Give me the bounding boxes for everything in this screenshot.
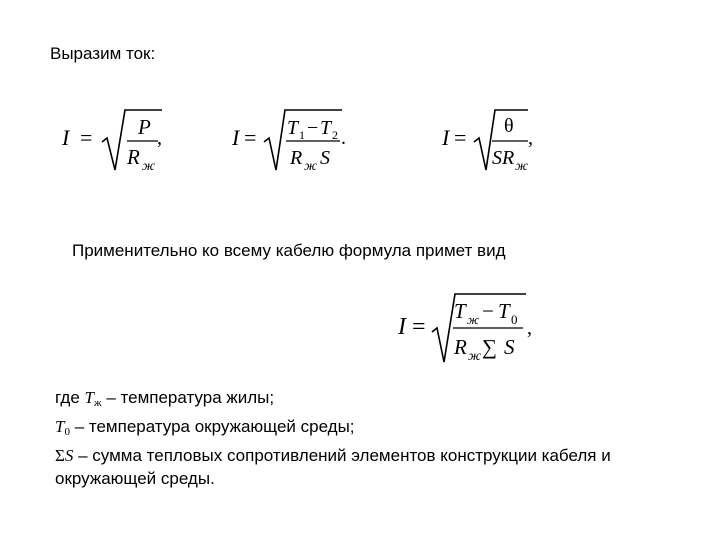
numerator: θ <box>504 115 514 137</box>
definition-prefix: где <box>55 388 85 407</box>
numerator-b-sub: 0 <box>511 312 518 327</box>
denominator-sub: ж <box>142 159 156 174</box>
denominator: R <box>127 145 140 169</box>
formula-cable-current <box>396 286 546 368</box>
formula-current-3 <box>440 98 550 178</box>
symbol-s: S <box>64 446 74 465</box>
punct: , <box>527 317 532 339</box>
numerator-a-sub: ж <box>467 312 480 327</box>
symbol-t-0: T <box>55 417 65 436</box>
numerator-a: T <box>454 299 466 323</box>
definition-text-1: – температура жилы; <box>101 388 275 407</box>
heading: Выразим ток: <box>50 44 156 63</box>
denominator-sigma: ∑ <box>482 335 497 359</box>
numerator-a: T <box>287 117 299 139</box>
formula-eq: = <box>454 125 467 150</box>
symbol-t-zh: T <box>84 388 95 407</box>
definitions <box>55 386 695 490</box>
formula-current-1 <box>60 98 170 178</box>
denominator: SR <box>492 147 515 169</box>
formula-eq: = <box>80 125 93 150</box>
definition-line-2 <box>55 415 695 444</box>
definition-text-3: – сумма тепловых сопротивлений элементов конструкции кабеля и <box>73 446 611 465</box>
symbol-t-0-sub: 0 <box>64 426 70 438</box>
punct: . <box>341 127 346 149</box>
intro-text: Применительно ко всему кабелю формула примет вид <box>72 241 506 260</box>
formula-current-2 <box>230 98 370 178</box>
symbol-t-zh-sub: ж <box>94 397 102 409</box>
numerator-b: T <box>498 299 510 323</box>
denominator-b: S <box>320 147 330 169</box>
formula-lhs: I <box>442 125 450 150</box>
formula-eq: = <box>412 314 426 340</box>
definition-line-4: окружающей среды. <box>55 469 215 488</box>
formula-eq: = <box>244 125 257 150</box>
denominator-sub: ж <box>304 159 318 174</box>
definition-line-1 <box>55 386 695 415</box>
punct: , <box>157 127 162 149</box>
numerator-minus: − <box>307 117 319 139</box>
numerator-b: T <box>320 117 332 139</box>
formula-lhs: I <box>232 125 240 150</box>
numerator-a-sub: 1 <box>299 128 305 142</box>
denominator-sub: ж <box>468 349 482 364</box>
numerator: P <box>138 115 151 139</box>
formula-lhs: I <box>62 125 70 150</box>
symbol-sigma: Σ <box>55 446 65 465</box>
denominator-sub: ж <box>515 159 529 174</box>
definition-line-3 <box>55 444 695 467</box>
formula-lhs: I <box>398 314 406 340</box>
denominator-b: S <box>504 335 515 359</box>
numerator-b-sub: 2 <box>332 128 338 142</box>
definition-text-2: – температура окружающей среды; <box>69 417 355 436</box>
numerator-minus: − <box>482 299 494 323</box>
denominator: R <box>454 335 467 359</box>
punct: , <box>528 127 533 149</box>
denominator: R <box>290 147 303 169</box>
